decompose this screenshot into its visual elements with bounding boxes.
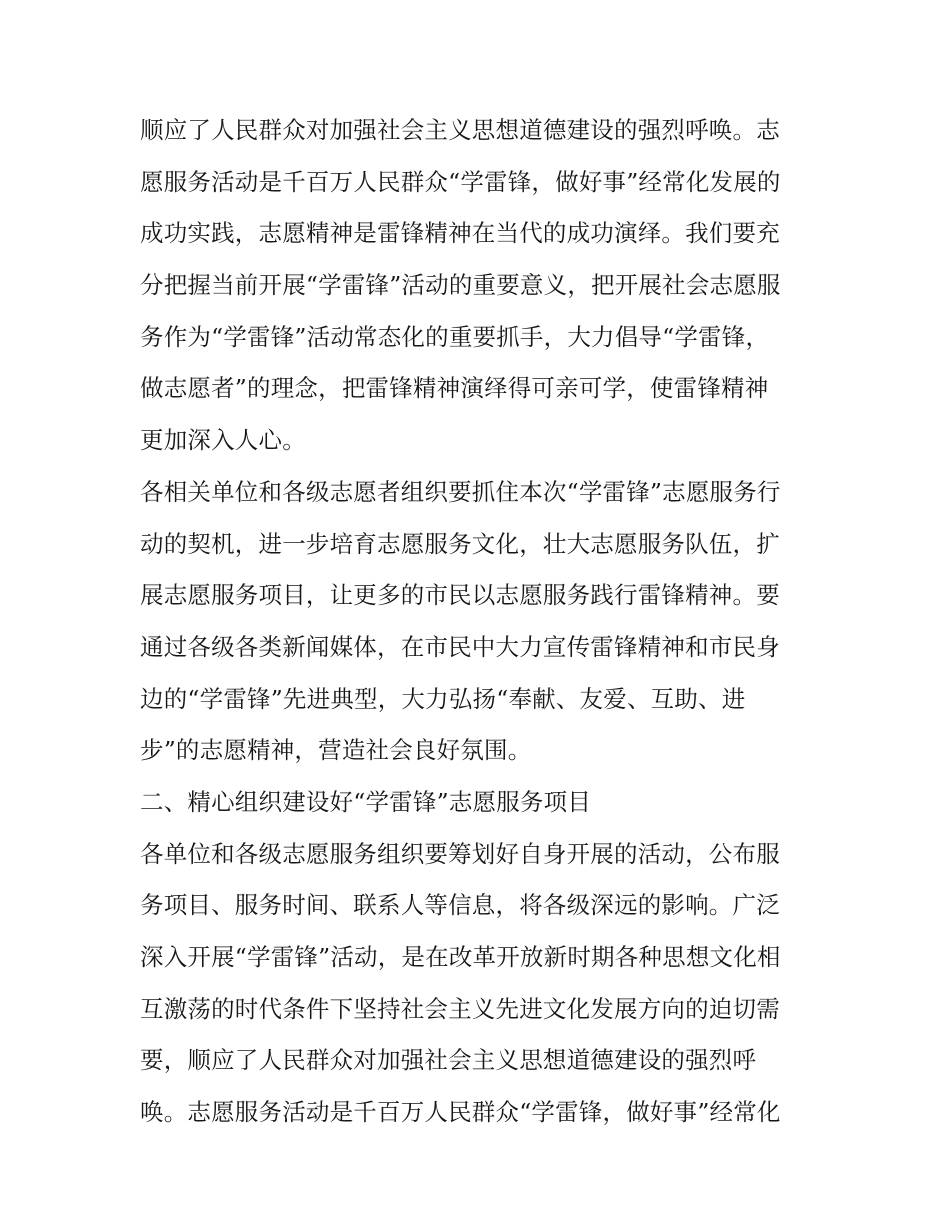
text-line: 唤。志愿服务活动是千百万人民群众“学雷锋，做好事”经常化 bbox=[140, 1098, 781, 1127]
text-line: 愿服务活动是千百万人民群众“学雷锋，做好事”经常化发展的 bbox=[140, 167, 781, 196]
text-line: 边的“学雷锋”先进典型，大力弘扬“奉献、友爱、互助、进 bbox=[140, 684, 746, 713]
section-heading: 二、精心组织建设好“学雷锋”志愿服务项目 bbox=[140, 787, 592, 816]
text-line: 步”的志愿精神，营造社会良好氛围。 bbox=[140, 736, 532, 765]
text-line: 展志愿服务项目，让更多的市民以志愿服务践行雷锋精神。要 bbox=[140, 581, 780, 610]
body-text bbox=[140, 108, 840, 1142]
text-line: 顺应了人民群众对加强社会主义思想道德建设的强烈呼唤。志 bbox=[140, 116, 780, 144]
text-line: 成功实践，志愿精神是雷锋精神在当代的成功演绎。我们要充 bbox=[140, 219, 780, 248]
text-line: 分把握当前开展“学雷锋”活动的重要意义，把开展社会志愿服 bbox=[140, 271, 781, 300]
text-line: 各相关单位和各级志愿者组织要抓住本次“学雷锋”志愿服务行 bbox=[140, 477, 781, 506]
text-line: 互激荡的时代条件下坚持社会主义先进文化发展方向的迫切需 bbox=[140, 994, 780, 1023]
text-line: 务项目、服务时间、联系人等信息，将各级深远的影响。广泛 bbox=[140, 891, 780, 920]
text-line: 通过各级各类新闻媒体，在市民中大力宣传雷锋精神和市民身 bbox=[140, 632, 780, 661]
text-line: 更加深入人心。 bbox=[140, 426, 306, 455]
text-line: 各单位和各级志愿服务组织要筹划好自身开展的活动，公布服 bbox=[140, 839, 780, 868]
text-line: 做志愿者”的理念，把雷锋精神演绎得可亲可学，使雷锋精神 bbox=[140, 374, 769, 403]
text-line: 动的契机，进一步培育志愿服务文化，壮大志愿服务队伍，扩 bbox=[140, 529, 780, 558]
text-line: 深入开展“学雷锋”活动，是在改革开放新时期各种思想文化相 bbox=[140, 943, 781, 971]
text-line: 要，顺应了人民群众对加强社会主义思想道德建设的强烈呼 bbox=[140, 1046, 757, 1075]
text-line: 务作为“学雷锋”活动常态化的重要抓手，大力倡导“学雷锋， bbox=[140, 322, 770, 351]
